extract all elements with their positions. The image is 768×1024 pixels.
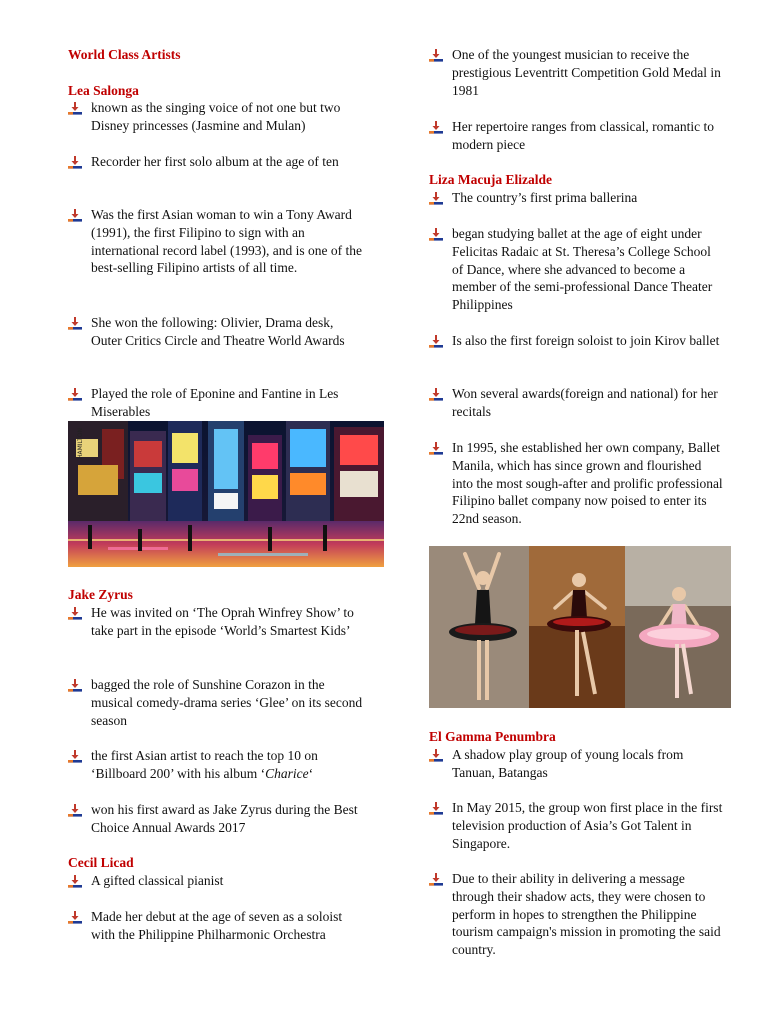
arrow-down-bullet-icon	[429, 192, 443, 205]
list-item: the first Asian artist to reach the top 10 on ‘Billboard 200’ with his album ‘Charice‘	[68, 747, 364, 783]
arrow-down-bullet-icon	[429, 388, 443, 401]
list-item: Is also the first foreign soloist to join Kirov ballet	[429, 332, 725, 350]
list-item: Made her debut at the age of seven as a soloist with the Philippine Philharmonic Orchestra	[68, 908, 364, 944]
heading-cecil-licad: Cecil Licad	[68, 855, 134, 870]
arrow-down-bullet-icon	[68, 102, 82, 115]
arrow-down-bullet-icon	[429, 873, 443, 886]
arrow-down-bullet-icon	[68, 156, 82, 169]
list-item: began studying ballet at the age of eight under Felicitas Radaic at St. Theresa’s College School of Dance, where she advanced to become a member of the semi-professional Dance Theater Philippines	[429, 225, 725, 314]
times-square-photo	[68, 421, 384, 567]
list-item: A shadow play group of young locals from Tanuan, Batangas	[429, 746, 725, 782]
list-item: Was the first Asian woman to win a Tony Award (1991), the first Filipino to sign with an international record label (1993), and is one of the best-selling Filipino artists of all time.	[68, 206, 364, 277]
list-item: A gifted classical pianist	[68, 872, 364, 890]
arrow-down-bullet-icon	[429, 442, 443, 455]
section-title: World Class Artists	[68, 47, 181, 62]
arrow-down-bullet-icon	[429, 335, 443, 348]
hamilton-sign-text: HAMILTON	[77, 428, 84, 459]
arrow-down-bullet-icon	[68, 209, 82, 222]
arrow-down-bullet-icon	[68, 388, 82, 401]
arrow-down-bullet-icon	[68, 679, 82, 692]
list-item: Won several awards(foreign and national) for her recitals	[429, 385, 725, 421]
list-item: Recorder her first solo album at the age of ten	[68, 153, 364, 171]
list-item: She won the following: Olivier, Drama desk, Outer Critics Circle and Theatre World Awards	[68, 314, 364, 350]
arrow-down-bullet-icon	[68, 750, 82, 763]
list-item: Played the role of Eponine and Fantine in Les Miserables	[68, 385, 364, 421]
ballerina-photo	[429, 546, 731, 708]
list-item: In May 2015, the group won first place in the first television production of Asia’s Got Talent in Singapore.	[429, 799, 725, 852]
heading-liza-macuja-elizalde: Liza Macuja Elizalde	[429, 172, 552, 187]
arrow-down-bullet-icon	[68, 317, 82, 330]
heading-lea-salonga: Lea Salonga	[68, 83, 139, 98]
list-item: won his first award as Jake Zyrus during the Best Choice Annual Awards 2017	[68, 801, 364, 837]
list-item: In 1995, she established her own company, Ballet Manila, which has since grown and flourished into the most sough-after and prolific professional Filipino ballet company now poised to enter its 22nd season.	[429, 439, 725, 528]
arrow-down-bullet-icon	[68, 804, 82, 817]
heading-el-gamma-penumbra: El Gamma Penumbra	[429, 729, 556, 744]
arrow-down-bullet-icon	[68, 911, 82, 924]
heading-jake-zyrus: Jake Zyrus	[68, 587, 133, 602]
arrow-down-bullet-icon	[429, 121, 443, 134]
arrow-down-bullet-icon	[68, 607, 82, 620]
arrow-down-bullet-icon	[429, 228, 443, 241]
arrow-down-bullet-icon	[429, 802, 443, 815]
list-item: known as the singing voice of not one but two Disney princesses (Jasmine and Mulan)	[68, 99, 364, 135]
list-item: Her repertoire ranges from classical, romantic to modern piece	[429, 118, 725, 154]
list-item: One of the youngest musician to receive the prestigious Leventritt Competition Gold Medal in 1981	[429, 46, 725, 99]
list-item: Due to their ability in delivering a message through their shadow acts, they were chosen to perform in hopes to strengthen the Philippine tourism campaign's mission in promoting the said country.	[429, 870, 725, 959]
list-item: bagged the role of Sunshine Corazon in the musical comedy-drama series ‘Glee’ on its second season	[68, 676, 364, 729]
arrow-down-bullet-icon	[429, 749, 443, 762]
arrow-down-bullet-icon	[68, 875, 82, 888]
list-item: He was invited on ‘The Oprah Winfrey Show’ to take part in the episode ‘World’s Smartest Kids’	[68, 604, 364, 640]
arrow-down-bullet-icon	[429, 49, 443, 62]
list-item: The country’s first prima ballerina	[429, 189, 725, 207]
